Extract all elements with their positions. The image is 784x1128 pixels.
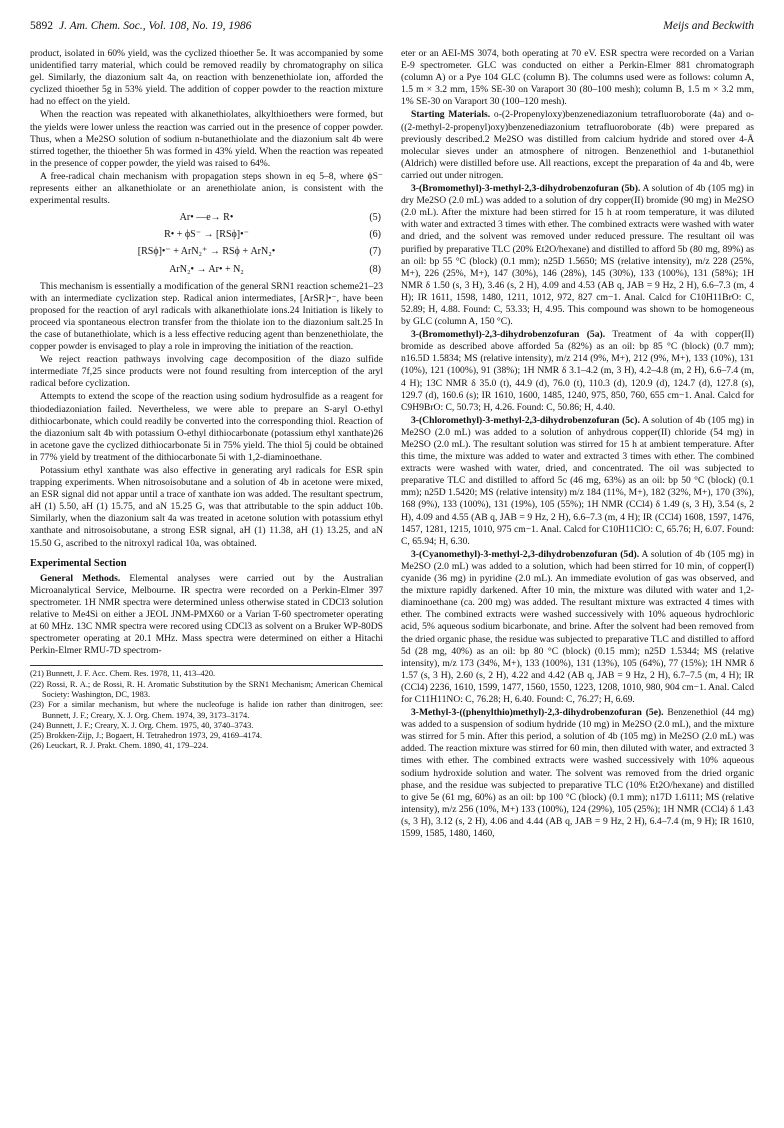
paragraph [401, 183, 754, 328]
paragraph: product, isolated in 60% yield, was the cyclized thioether 5e. It was accompanied by some unidentified tarry material, which could be removed readily by chromatography on silica gel. Similarly, the diazonium salt 4a, on reaction with benzenethiolate ion, afforded the cyclized thioether 5g in 53% yield. The addition of copper powder to the reaction mixture had no effect on the yield. [30, 48, 383, 108]
running-head [30, 20, 251, 32]
page-number: 5892 [30, 20, 53, 32]
equation-7 [30, 246, 383, 258]
equation-body: R• + ϕS⁻ → [RSϕ]•⁻ [164, 229, 249, 241]
paragraph-text: A solution of 4b (105 mg) in Me2SO (2.0 mL) was added to a solution, which had been stirred for 10 min, of copper(I) cyanide (36 mg) in pyridine (2.0 mL). An immediate evolution of gas was observed, and the mixture rapidly darkened. After 10 min, the mixture was diluted with water and 1,2-diaminoethane (ca. 200 mg) was added. The resultant mixture was extracted 4 times with ether. The combined extracts were washed successively with 10% aqueous hydrochloric acid, 5% aqueous sodium bicarbonate, and brine. After the solvent had been removed from the dried organic phase, the residue was subjected to preparative TLC and distilled to afford 5d (28 mg, 40%) as an oil: bp 80 °C (block) (0.15 mm); n25D 1.5344; MS (relative intensity), m/z 173 (34%, M+), 133 (100%), 131 (13%), 105 (64%), 77 (15%); 1H NMR δ 1.57 (s, 3 H), 2.60 (s, 2 H), 4.22 and 4.42 (AB q, JAB = 9 Hz, 2 H), 6.7–7.5 (m, 4 H); IR (CCl4) 2236, 1610, 1599, 1477, 1560, 1550, 1223, 1208, 1010, 980, 904 cm−1. Anal. Calcd for C11H11NO: C, 76.28; H, 6.40. Found: C, 76.27; H, 6.69. [401, 548, 754, 705]
paragraph-text: o-(2-Propenyloxy)benzenediazonium tetrafluoroborate (4a) and o-((2-methyl-2-propenyl)oxy)benzenediazonium tetrafluoroborate (4b) were prepared as previously described.2 Me2SO was distilled from calcium hydride and stored over 4-Å molecular sieves under an atmosphere of nitrogen. Benzenethiol and 1-butanethiol (Aldrich) were distilled before use. All reactions, except the preparation of 4a and 4b, were carried out under nitrogen. [401, 109, 754, 181]
paragraph: When the reaction was repeated with alkanethiolates, alkylthioethers were formed, but the yields were lower unless the reaction was carried out in the presence of copper powder. Thus, when a Me2SO solution of sodium n-butanethiolate and the diazonium salt 4b were stirred together, the thioether 5h was formed in 43% yield. When the reaction was repeated in the presence of copper powder, the yield was raised to 64%. [30, 109, 383, 169]
paragraph: A free-radical chain mechanism with propagation steps shown in eq 5–8, where ϕS⁻ represents either an alkanethiolate or an arenethiolate anion, is consistent with the experimental results. [30, 170, 383, 207]
paragraph: eter or an AEI-MS 3074, both operating at 70 eV. ESR spectra were recorded on a Varian E-9 spectrometer. GLC was conducted on either a Perkin-Elmer 881 chromatograph (column A) or a Pye 104 GLC (column B). The columns used were as follows: column A, 1.5 m × 3.2 mm, 15% SE-30 on Varaport 30 (80–100 mesh); column B, 1.5 m × 3.2 mm, 1% SE-30 on Varaport 30 (100–120 mesh). [401, 48, 754, 108]
paragraph [401, 549, 754, 706]
paragraph [401, 109, 754, 182]
running-authors: Meijs and Beckwith [663, 20, 754, 32]
paragraph [401, 329, 754, 414]
section-heading: Experimental Section [30, 557, 127, 569]
equation-body: ArN₂• → Ar• + N₂ [169, 263, 244, 275]
references [30, 665, 383, 751]
right-column [401, 48, 754, 841]
paragraph-text: A solution of 4b (105 mg) in dry Me2SO (2.0 mL) was added to a solution of dry copper(II) bromide (90 mg) in Me2SO (2.0 mL). After the mixture had been stirred for 15 h at room temperature, it was diluted with water and extracted 3 times with ether. The combined extracts were washed with water and dried, and the solvent was removed under reduced pressure. The resultant oil was purified by preparative TLC (20% Et2O/hexane) and distilled to afford 5b (80 mg, 89%) as an oil: bp 55 °C (block) (0.1 mm); n25D 1.5650; MS (relative intensity), m/z 228 (25%, M+), 226 (25%, M+), 147 (30%), 146 (28%), 145 (30%), 133 (100%), 131 (58%); 1H NMR δ 1.50 (s, 3 H), 3.46 (s, 2 H), 4.09 and 4.53 (AB q, JAB = 9 Hz, 2 H), 6.6–7.3 (m, 4 H); IR 1611, 1598, 1480, 1211, 1012, 972, 827 cm−1. Anal. Calcd for C10H11BrO: C, 52.89; H, 4.88. Found: C, 53.33; H, 4.95. This compound was shown to be homogeneous by GLC (column A, 150 °C). [401, 183, 754, 328]
reference-item: (26) Leuckart, R. J. Prakt. Chem. 1890, 41, 179–224. [30, 741, 209, 751]
equation-6 [30, 229, 383, 241]
paragraph-text: Elemental analyses were carried out by the Australian Microanalytical Service, Melbourne. IR spectra were recorded on a Perkin-Elmer 397 spectrometer. 1H NMR spectra were determined unless otherwise stated in CDCl3 solution relative to Me4Si on either a JEOL JNM-PMX60 or a Varian T-60 spectrometer operating at 60 MHz. 13C NMR spectra were recored using CDCl3 as solvent on a Bruker WP-80DS spectrometer operating at 20.1 MHz. Mass spectra were determined on either a Hitachi Perkin-Elmer RMU-7D spectrom- [30, 572, 383, 657]
paragraph: Potassium ethyl xanthate was also effective in generating aryl radicals for ESR spin trapping experiments. When nitrosoisobutane and a solution of 4b in acetone were mixed, an ESR signal did not appar until a trace of xanthate ion was added. The resultant spectrum, aH (1) 5.50, aH (1) 15.75, and aN 15.25 G, was that attributable to the spin adduct 10b. Similarly, when the diazonium salt 4a was treated in acetone solution with potassium ethyl xanthate and nitrosoisobutane, a strong ESR signal, aH (1) 11.38, aH (1) 13.25, and aN 15.50 G, ascribed to the nitroxyl radical 10a, was obtained. [30, 465, 383, 549]
page-header [30, 20, 754, 40]
paragraph: Attempts to extend the scope of the reaction using sodium hydrosulfide as a reagent for thiodediazoniation failed. Nevertheless, we were able to prepare an S-aryl O-ethyl dithiocarbonate, which could readily be converted into the corresponding thiol. Reaction of the diazonium salt 4b with potassium O-ethyl dithiocarbonate (potassium ethyl xanthate)26 in acetone gave the cyclized dithiocarbonate 5i in 75% yield. The thiol 5j could be obtained in 77% yield by treatment of the dithiocarbonate 5i with 1,2-diaminoethane. [30, 391, 383, 463]
left-column [30, 48, 383, 752]
compound-heading: 3-Methyl-3-((phenylthio)methyl)-2,3-dihydrobenzofuran (5e). [411, 707, 664, 719]
equation-number: (6) [369, 229, 381, 241]
paragraph: This mechanism is essentially a modification of the general SRN1 reaction scheme21–23 with an intermediate cyclization step. Radical anion intermediates, [ArSR]•⁻, have been proposed for the reaction of aryl radicals with alkanethiolate ions.24 Initiation is likely to proceed via spontaneous electron transfer from the thiolate ion to the diazonium salt.25 In the case of butanethiolate, which is a less effective reducing agent than benzenethiolate, the copper powder is envisaged to play a role in improving the initiation of the reaction. [30, 280, 383, 353]
reference-item: (22) Rossi, R. A.; de Rossi, R. H. Aromatic Substitution by the SRN1 Mechanism; American Chemical Society: Washington, DC, 1983. [30, 679, 383, 699]
compound-heading: 3-(Bromomethyl)-2,3-dihydrobenzofuran (5a). [411, 329, 606, 341]
reference-item: (25) Brokken-Zijp, J.; Bogaert, H. Tetrahedron 1973, 29, 4169–4174. [30, 731, 263, 741]
paragraph: We reject reaction pathways involving cage decomposition of the diazo sulfide intermediate 7f,25 since products were not found resulting from interception of the aryl radical before cyclization. [30, 354, 383, 390]
reference-item: (24) Bunnett, J. F.; Creary, X. J. Org. Chem. 1975, 40, 3740–3743. [30, 720, 254, 730]
paragraph [401, 415, 754, 548]
paragraph [30, 573, 383, 658]
reference-item: (21) Bunnett, J. F. Acc. Chem. Res. 1978, 11, 413–420. [30, 669, 216, 679]
equation-number: (5) [369, 212, 381, 224]
run-in-heading: General Methods. [40, 572, 121, 584]
reference-item: (23) For a similar mechanism, but where the nucleofuge is halide ion rather than dinitrogen, see: Bunnett, J. F.; Creary, X. J. Org. Chem. 1974, 39, 3173–3174. [30, 700, 383, 720]
compound-heading: 3-(Chloromethyl)-3-methyl-2,3-dihydrobenzofuran (5c). [411, 414, 640, 426]
equation-number: (7) [369, 246, 381, 258]
equation-body: [RSϕ]•⁻ + ArN₂⁺ → RSϕ + ArN₂• [137, 246, 276, 258]
equation-8 [30, 264, 383, 276]
compound-heading: 3-(Cyanomethyl)-3-methyl-2,3-dihydrobenzofuran (5d). [411, 548, 640, 560]
paragraph-text: Benzenethiol (44 mg) was added to a suspension of sodium hydride (10 mg) in Me2SO (2.0 mL), and the mixture was stirred for 5 min. After this period, a solution of 4b (105 mg) in Me2SO (2.0 mL) was added. The reaction mixture was stirred for 60 min, then diluted with water, and extracted 3 times with ether. The combined extracts were washed successively with 10% aqueous sodium hydroxide solution and water. The solvent was removed from the dried organic phase, and the residue was subjected to preparative TLC (10% Et2O/hexane) and distilled to give 5e (61 mg, 60%) as an oil: bp 100 °C (block) (0.1 mm); n17D 1.6111; MS (relative intensity), m/z 256 (10%, M+) 133 (100%), 124 (29%), 105 (25%); 1H NMR (CCl4) δ 1.43 (s, 3 H), 3.12 (s, 2 H), 4.06 and 4.44 (AB q, JAB = 9 Hz, 2 H), 6.4–7.4 (m, 9 H); IR 1610, 1599, 1585, 1480, 1460, [401, 707, 754, 839]
run-in-heading: Starting Materials. [411, 109, 491, 121]
equation-5 [30, 212, 383, 224]
paragraph-text: Treatment of 4a with copper(II) bromide as described above afforded 5a (82%) as an oil: bp 85 °C (block) (0.7 mm); n16.5D 1.5834; MS (relative intensity), m/z 214 (9%, M+), 212 (9%, M+), 133 (10%), 131 (10%), 121 (100%), 91 (38%); 1H NMR δ 3.1–4.2 (m, 3 H), 4.2–4.8 (m, 2 H), 6.6–7.4 (m, 4 H); 13C NMR δ 35.0 (t), 44.9 (d), 76.0 (t), 110.3 (d), 120.9 (d), 124.7 (d), 127.8 (s), 129.7 (d), 160.6 (s); IR 1610, 1600, 1485, 1240, 975, 850, 760, 655 cm−1. Anal. Calcd for C9H9BrO: C, 50.73; H, 4.26. Found: C, 50.86; H, 4.40. [401, 329, 754, 413]
journal-citation: J. Am. Chem. Soc., Vol. 108, No. 19, 1986 [59, 20, 252, 32]
paragraph [401, 707, 754, 840]
paragraph-text: A solution of 4b (105 mg) in Me2SO (2.0 mL) was added to a solution of anhydrous copper(II) chloride (54 mg) in Me2SO (2.0 mL). The resultant solution was stirred for 15 h at ambient temperature. After this time, the mixture was added to water and extracted 3 times with ether. The combined extracts were washed with water, dried, and concentrated. The oil was subjected to preparative TLC and distilled to afford 5c (46 mg, 63%) as an oil: bp 50 °C (block) (0.1 mm); n25D 1.5420; MS (relative intensity) m/z 184 (11%, M+), 182 (32%, M+), 170 (3%), 168 (9%), 133 (100%), 131 (19%), 105 (55%); 1H NMR (CCl4) δ 1.49 (s, 3 H), 3.54 (s, 2 H), 4.09 and 4.55 (AB q, JAB = 9 Hz, 2 H), 6.6–7.3 (m, 4 H); IR (CCl4) 1608, 1597, 1476, 1457, 1281, 1215, 1010, 975 cm−1. Anal. Calcd for C10H11ClO: C, 65.76; H, 6.07. Found: C, 65.94; H, 6.30. [401, 414, 754, 547]
compound-heading: 3-(Bromomethyl)-3-methyl-2,3-dihydrobenzofuran (5b). [411, 183, 641, 195]
equation-body: Ar• —e→ R• [179, 212, 234, 224]
equation-number: (8) [369, 263, 381, 275]
